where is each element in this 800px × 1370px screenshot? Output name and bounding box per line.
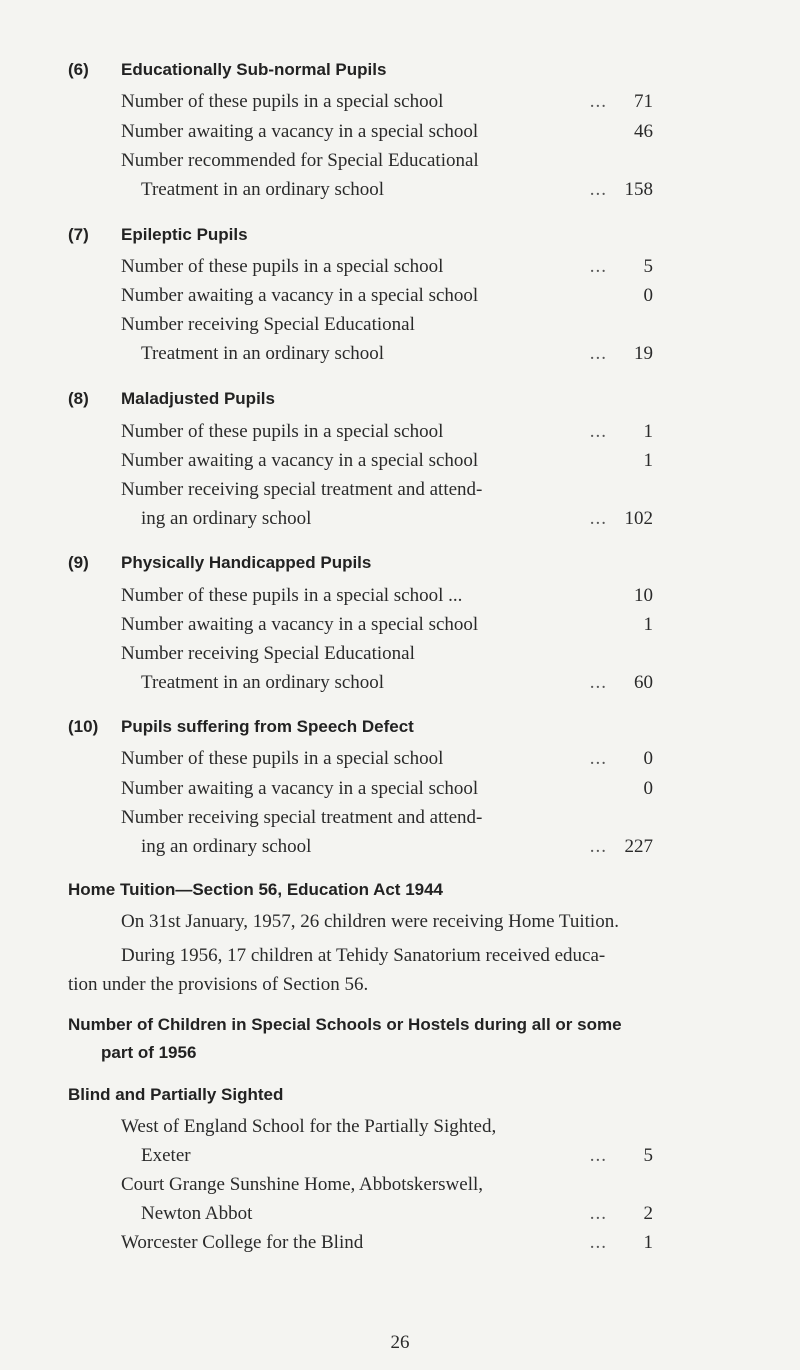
table-row bbox=[121, 641, 653, 667]
section-8-heading bbox=[68, 389, 275, 409]
row-value: 1 bbox=[643, 450, 653, 471]
row-value: 5 bbox=[643, 1145, 653, 1166]
row-label: Number of these pupils in a special school bbox=[121, 256, 444, 277]
table-row bbox=[121, 1143, 653, 1169]
section-7-heading bbox=[68, 225, 248, 245]
row-label: Number awaiting a vacancy in a special school bbox=[121, 450, 479, 471]
row-value: 46 bbox=[634, 121, 653, 142]
table-row bbox=[121, 89, 653, 115]
section-title: Pupils suffering from Speech Defect bbox=[121, 717, 414, 736]
row-label: Worcester College for the Blind bbox=[121, 1232, 364, 1253]
special-schools-heading-line-1: Number of Children in Special Schools or Hostels during all or some bbox=[68, 1015, 622, 1034]
row-label: West of England School for the Partially Sighted, bbox=[121, 1116, 497, 1137]
table-row bbox=[121, 612, 653, 638]
section-10-heading bbox=[68, 717, 414, 737]
row-label: Number recommended for Special Educational bbox=[121, 150, 479, 171]
row-label: Number receiving Special Educational bbox=[121, 314, 415, 335]
row-value: 0 bbox=[643, 778, 653, 799]
section-number: (9) bbox=[68, 553, 89, 572]
row-label: Number of these pupils in a special school bbox=[121, 748, 444, 769]
row-label: Number awaiting a vacancy in a special school bbox=[121, 614, 479, 635]
home-tuition-heading: Home Tuition—Section 56, Education Act 1944 bbox=[68, 880, 444, 899]
row-value: 5 bbox=[643, 256, 653, 277]
special-schools-heading-line-2: part of 1956 bbox=[101, 1043, 197, 1062]
home-tuition-paragraph-2-line-2: tion under the provisions of Section 56. bbox=[68, 974, 369, 995]
table-row bbox=[121, 670, 653, 696]
row-label: Number awaiting a vacancy in a special school bbox=[121, 778, 479, 799]
leader-dots: ... bbox=[589, 748, 607, 769]
leader-dots: ... bbox=[589, 672, 607, 693]
row-value: 227 bbox=[624, 836, 653, 857]
table-row bbox=[121, 1114, 653, 1140]
section-number: (6) bbox=[68, 60, 89, 79]
blind-heading: Blind and Partially Sighted bbox=[68, 1085, 284, 1104]
row-label: Number awaiting a vacancy in a special school bbox=[121, 285, 479, 306]
section-number: (7) bbox=[68, 225, 89, 244]
row-label: Number of these pupils in a special school bbox=[121, 421, 444, 442]
leader-dots: ... bbox=[589, 91, 607, 112]
row-label: Treatment in an ordinary school bbox=[141, 672, 385, 693]
row-label: Number receiving special treatment and attend- bbox=[121, 479, 483, 500]
table-row bbox=[121, 1172, 653, 1198]
leader-dots: ... bbox=[589, 508, 607, 529]
row-value: 0 bbox=[643, 285, 653, 306]
table-row bbox=[121, 341, 653, 367]
table-row bbox=[121, 834, 653, 860]
row-value: 1 bbox=[643, 614, 653, 635]
section-title: Physically Handicapped Pupils bbox=[121, 553, 372, 572]
row-value: 10 bbox=[634, 585, 653, 606]
table-row bbox=[121, 776, 653, 802]
section-title: Epileptic Pupils bbox=[121, 225, 248, 244]
table-row bbox=[121, 1201, 653, 1227]
home-tuition-paragraph-2-line-1: During 1956, 17 children at Tehidy Sanatorium received educa- bbox=[121, 945, 606, 966]
leader-dots: ... bbox=[589, 1145, 607, 1166]
table-row bbox=[121, 283, 653, 309]
row-value: 2 bbox=[643, 1203, 653, 1224]
row-value: 158 bbox=[624, 179, 653, 200]
row-value: 1 bbox=[643, 421, 653, 442]
table-row bbox=[121, 1230, 653, 1256]
row-label: ing an ordinary school bbox=[141, 508, 312, 529]
table-row bbox=[121, 477, 653, 503]
section-title: Educationally Sub-normal Pupils bbox=[121, 60, 387, 79]
row-label: Treatment in an ordinary school bbox=[141, 179, 385, 200]
page-number: 26 bbox=[390, 1332, 410, 1353]
leader-dots: ... bbox=[589, 421, 607, 442]
leader-dots: ... bbox=[589, 836, 607, 857]
leader-dots: ... bbox=[589, 179, 607, 200]
table-row bbox=[121, 148, 653, 174]
row-value: 71 bbox=[634, 91, 653, 112]
leader-dots: ... bbox=[589, 256, 607, 277]
table-row bbox=[121, 119, 653, 145]
section-number: (8) bbox=[68, 389, 89, 408]
row-value: 1 bbox=[643, 1232, 653, 1253]
table-row bbox=[121, 312, 653, 338]
table-row bbox=[121, 448, 653, 474]
row-label: Number awaiting a vacancy in a special school bbox=[121, 121, 479, 142]
table-row bbox=[121, 506, 653, 532]
row-label: Court Grange Sunshine Home, Abbotskerswell, bbox=[121, 1174, 484, 1195]
row-value: 0 bbox=[643, 748, 653, 769]
section-number: (10) bbox=[68, 717, 99, 736]
home-tuition-paragraph-1: On 31st January, 1957, 26 children were receiving Home Tuition. bbox=[121, 911, 619, 932]
leader-dots: ... bbox=[589, 1232, 607, 1253]
row-value: 102 bbox=[624, 508, 653, 529]
table-row bbox=[121, 254, 653, 280]
table-row bbox=[121, 746, 653, 772]
leader-dots: ... bbox=[589, 1203, 607, 1224]
row-label: Treatment in an ordinary school bbox=[141, 343, 385, 364]
table-row bbox=[121, 583, 653, 609]
section-6-heading bbox=[68, 60, 386, 80]
table-row bbox=[121, 177, 653, 203]
row-label: Newton Abbot bbox=[141, 1203, 253, 1224]
section-9-heading bbox=[68, 553, 371, 573]
row-label: Number receiving special treatment and attend- bbox=[121, 807, 483, 828]
row-value: 19 bbox=[634, 343, 653, 364]
leader-dots: ... bbox=[589, 343, 607, 364]
row-label: Number receiving Special Educational bbox=[121, 643, 415, 664]
row-label: Exeter bbox=[141, 1145, 191, 1166]
row-label: Number of these pupils in a special school bbox=[121, 91, 444, 112]
row-label: ing an ordinary school bbox=[141, 836, 312, 857]
row-label: Number of these pupils in a special school ... bbox=[121, 585, 463, 606]
table-row bbox=[121, 419, 653, 445]
section-title: Maladjusted Pupils bbox=[121, 389, 275, 408]
table-row bbox=[121, 805, 653, 831]
row-value: 60 bbox=[634, 672, 653, 693]
